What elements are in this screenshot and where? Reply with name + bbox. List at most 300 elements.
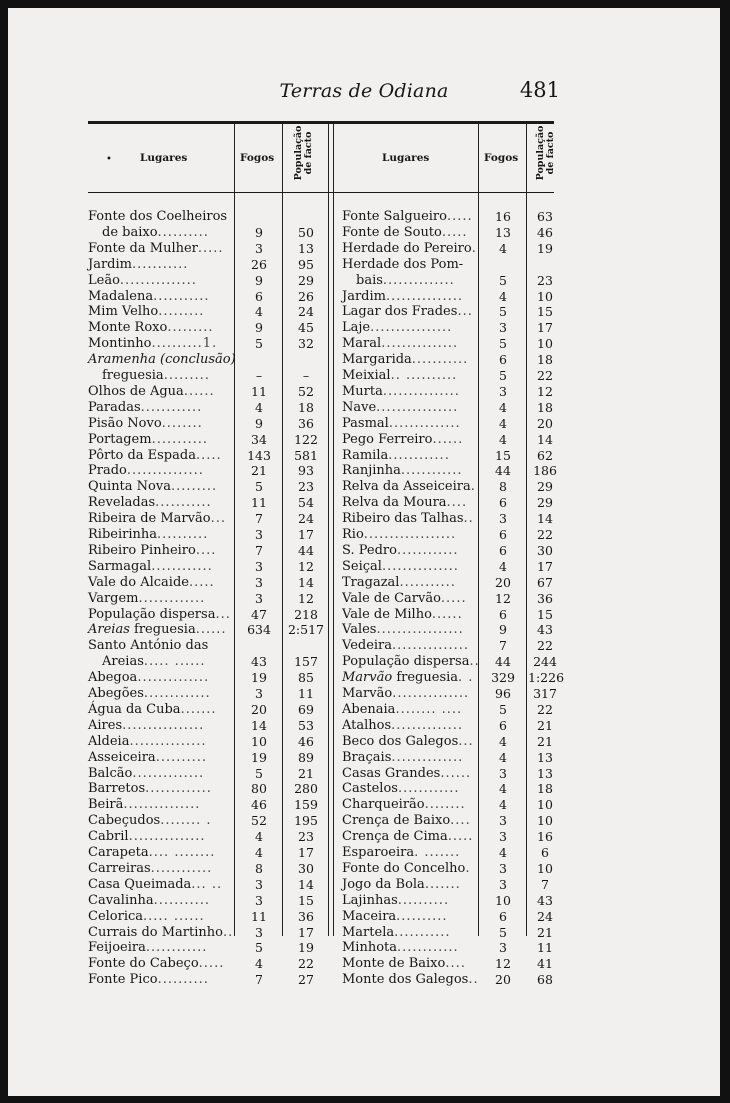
fogos-value: 6 — [499, 527, 507, 542]
populacao-value: 22 — [537, 638, 553, 654]
table-row — [88, 718, 322, 734]
fogos-value: 47 — [251, 606, 267, 622]
fogos-value: 6 — [255, 288, 263, 304]
fogos-value: 43 — [251, 654, 267, 670]
place-name: Pisão Novo........ — [88, 415, 203, 431]
populacao-value: 157 — [294, 654, 318, 670]
place-name: Aldeia............... — [88, 733, 207, 749]
fogos-value: 19 — [251, 670, 267, 686]
fogos-value: 44 — [495, 654, 511, 670]
table-row — [342, 718, 554, 734]
table-row — [342, 940, 554, 956]
fogos-value: 5 — [499, 336, 507, 352]
table-row — [88, 448, 322, 464]
fogos-value: 4 — [255, 399, 263, 415]
populacao-value: 1:226 — [528, 670, 565, 686]
table-row — [88, 750, 322, 766]
table-row — [88, 861, 322, 877]
header-populacao-right: População de facto — [535, 125, 556, 181]
place-name: Água da Cuba....... — [88, 701, 217, 717]
fogos-value: 6 — [499, 717, 507, 733]
table-row — [342, 622, 554, 638]
place-name: Carreiras............ — [88, 860, 213, 876]
fogos-value: 4 — [499, 240, 507, 256]
populacao-value: 10 — [537, 336, 553, 352]
populacao-value: 52 — [298, 383, 314, 399]
populacao-value: 10 — [537, 797, 553, 813]
table-row — [342, 638, 554, 654]
place-name: Reveladas........... — [88, 495, 212, 511]
place-name: Abegoa.............. — [88, 670, 210, 686]
table-row — [88, 766, 322, 782]
place-name: Crença de Baixo.... — [342, 813, 471, 829]
fogos-value: 3 — [255, 558, 263, 574]
fogos-value: 4 — [499, 558, 507, 574]
populacao-value: 13 — [298, 240, 314, 256]
fogos-value: 9 — [255, 415, 263, 431]
populacao-value: 7 — [541, 876, 549, 892]
table-row — [342, 416, 554, 432]
header-fogos-right: Fogos — [484, 152, 519, 164]
populacao-value: 2:517 — [287, 622, 325, 638]
table-row — [88, 829, 322, 845]
populacao-value: 29 — [537, 495, 553, 511]
table-row — [88, 591, 322, 607]
fogos-value: 4 — [255, 845, 263, 860]
place-name: Esparoeira. ....... — [342, 845, 461, 860]
populacao-value: 30 — [298, 860, 314, 876]
populacao-value: 159 — [294, 797, 318, 813]
populacao-value: 16 — [537, 829, 553, 845]
fogos-value: 4 — [499, 733, 507, 749]
bullet-mark: • — [106, 154, 112, 165]
populacao-value: 317 — [533, 686, 557, 701]
place-name: Tragazal........... — [342, 574, 456, 590]
place-name: Montinho..........1. — [88, 336, 218, 352]
fogos-value: 9 — [255, 272, 263, 288]
populacao-value: 69 — [298, 701, 314, 717]
table-row — [88, 972, 322, 988]
table-row — [88, 432, 322, 448]
table-row — [342, 750, 554, 766]
table-row — [88, 638, 322, 654]
populacao-value: 24 — [298, 511, 314, 527]
fogos-value: 6 — [499, 495, 507, 511]
fogos-value: 44 — [495, 463, 511, 479]
place-name: Charqueirão........ — [342, 797, 466, 813]
populacao-value: 14 — [537, 431, 553, 447]
populacao-value: 93 — [298, 463, 314, 479]
table-row — [342, 289, 554, 305]
fogos-value: 12 — [495, 956, 511, 972]
table-row — [342, 241, 554, 257]
place-name: Rio.................. — [342, 527, 457, 542]
table-row — [342, 511, 554, 527]
fogos-value: 12 — [495, 590, 511, 606]
place-name: Maceira.......... — [342, 908, 448, 924]
table-row — [342, 543, 554, 559]
place-name: Monte de Baixo.... — [342, 956, 466, 972]
place-name: Laje................ — [342, 320, 453, 336]
table-row — [88, 559, 322, 575]
fogos-value: 11 — [251, 383, 267, 399]
table-row — [88, 654, 322, 670]
fogos-value: 9 — [499, 622, 507, 638]
populacao-value: 43 — [537, 622, 553, 638]
table-row — [88, 257, 322, 273]
table-row — [342, 591, 554, 607]
fogos-value: 16 — [495, 209, 511, 224]
fogos-value: 21 — [251, 463, 267, 479]
table-row — [88, 702, 322, 718]
table-row — [342, 384, 554, 400]
table-row — [88, 956, 322, 972]
fogos-value: 34 — [251, 431, 267, 447]
fogos-value: 5 — [255, 479, 263, 495]
populacao-value: 18 — [537, 399, 553, 415]
table-row — [88, 781, 322, 797]
populacao-value: 24 — [537, 908, 553, 924]
table-row — [88, 543, 322, 559]
place-name: Sarmagal............ — [88, 558, 213, 574]
table-row — [88, 940, 322, 956]
populacao-value: 36 — [537, 590, 553, 606]
fogos-value: 5 — [499, 701, 507, 717]
table-row — [88, 273, 322, 289]
fogos-value: 3 — [255, 590, 263, 606]
place-name: Vedeira............... — [342, 638, 470, 654]
populacao-value: 15 — [298, 892, 314, 908]
table-row — [88, 925, 322, 941]
table-row — [342, 527, 554, 543]
place-name: Balcão.............. — [88, 765, 205, 781]
table-row — [88, 416, 322, 432]
table-row — [88, 686, 322, 702]
fogos-value: 3 — [499, 813, 507, 829]
populacao-value: 18 — [537, 352, 553, 368]
place-name: Feijoeira............ — [88, 940, 208, 956]
populacao-value: 19 — [537, 240, 553, 256]
populacao-value: 23 — [298, 829, 314, 845]
fogos-value: 4 — [499, 797, 507, 813]
place-name: Minhota............ — [342, 940, 459, 956]
table-row — [88, 209, 322, 225]
place-name: Fonte Salgueiro..... — [342, 209, 473, 224]
place-name: Braçais.............. — [342, 749, 464, 765]
place-name: de baixo.......... — [102, 224, 209, 240]
fogos-value: 634 — [247, 622, 271, 638]
place-name: Mim Velho......... — [88, 304, 205, 320]
table-row — [88, 289, 322, 305]
populacao-value: 15 — [537, 606, 553, 622]
table-row — [342, 972, 554, 988]
populacao-value: 14 — [298, 574, 314, 590]
populacao-value: 22 — [537, 368, 553, 383]
table-row — [88, 336, 322, 352]
table-row — [88, 320, 322, 336]
place-name: Vale de Milho...... — [342, 606, 463, 622]
populacao-value: 32 — [298, 336, 314, 352]
table-row — [342, 781, 554, 797]
populacao-value: 15 — [537, 304, 553, 320]
table-row — [342, 304, 554, 320]
place-name: Herdade do Pereiro. — [342, 240, 477, 256]
table-row — [88, 607, 322, 623]
fogos-value: 3 — [255, 876, 263, 892]
table-row — [88, 575, 322, 591]
fogos-value: 8 — [499, 479, 507, 495]
place-name: Beirã............... — [88, 797, 201, 813]
table-row — [342, 845, 554, 861]
place-name: Fonte do Cabeço..... — [88, 956, 225, 972]
table-row — [88, 225, 322, 241]
fogos-value: 3 — [499, 876, 507, 892]
fogos-value: 5 — [255, 765, 263, 781]
table-row — [342, 813, 554, 829]
table-row — [342, 575, 554, 591]
fogos-value: 19 — [251, 749, 267, 765]
populacao-value: 12 — [537, 383, 553, 399]
populacao-value: 50 — [298, 224, 314, 240]
place-name: Marvão freguesia. . — [342, 670, 474, 686]
fogos-value: 4 — [499, 415, 507, 431]
populacao-value: 45 — [298, 320, 314, 336]
table-row — [88, 304, 322, 320]
table-row — [342, 273, 554, 289]
place-name: Lajinhas.......... — [342, 892, 450, 908]
fogos-value: 5 — [255, 940, 263, 956]
place-name: S. Pedro............ — [342, 542, 459, 558]
table-row — [342, 686, 557, 702]
populacao-value: 68 — [537, 972, 553, 988]
place-name: Fonte da Mulher..... — [88, 240, 224, 256]
table-row — [342, 400, 554, 416]
table-row — [88, 352, 322, 368]
place-name: Cabril............... — [88, 829, 206, 845]
populacao-value: 95 — [298, 256, 314, 272]
place-name: Prado............... — [88, 463, 204, 479]
table-row — [342, 670, 565, 686]
populacao-value: 20 — [537, 415, 553, 431]
populacao-value: 26 — [298, 288, 314, 304]
populacao-value: 29 — [537, 479, 553, 495]
place-name: Vale de Carvão..... — [342, 590, 467, 606]
place-name: Portagem........... — [88, 431, 209, 447]
table-row — [342, 368, 554, 384]
fogos-value: 20 — [495, 972, 511, 988]
place-name: Herdade dos Pom- — [342, 256, 464, 272]
place-name: Santo António das — [88, 638, 209, 654]
place-name: Nave................ — [342, 399, 459, 415]
place-name: Leão............... — [88, 272, 197, 288]
table-row — [88, 384, 322, 400]
header-lugares-left: Lugares — [140, 152, 188, 164]
populacao-value: 17 — [298, 527, 314, 542]
table-row — [342, 654, 557, 670]
fogos-value: 5 — [255, 336, 263, 352]
fogos-value: 3 — [499, 320, 507, 336]
table-row — [342, 909, 554, 925]
populacao-value: 23 — [298, 479, 314, 495]
fogos-value: 46 — [251, 797, 267, 813]
fogos-value: 10 — [251, 733, 267, 749]
place-name: Relva da Asseiceira. — [342, 479, 476, 495]
table-row — [88, 909, 322, 925]
fogos-value: 80 — [251, 781, 267, 797]
fogos-value: 5 — [499, 272, 507, 288]
fogos-value: 15 — [495, 447, 511, 463]
table-row — [88, 479, 322, 495]
populacao-value: 21 — [298, 765, 314, 781]
populacao-value: 29 — [298, 272, 314, 288]
place-name: Margarida........... — [342, 352, 469, 368]
populacao-value: 41 — [537, 956, 553, 972]
fogos-value: 26 — [251, 256, 267, 272]
populacao-value: 21 — [537, 733, 553, 749]
table-row — [88, 241, 322, 257]
table-row — [88, 893, 322, 909]
place-name: Meixial.. .......... — [342, 368, 458, 383]
place-name: Areias freguesia...... — [88, 622, 227, 638]
populacao-value: 218 — [294, 606, 318, 622]
table-row — [342, 861, 554, 877]
populacao-value: 17 — [537, 558, 553, 574]
fogos-value: 11 — [251, 495, 267, 511]
fogos-value: 7 — [255, 511, 263, 527]
populacao-value: 22 — [537, 527, 553, 542]
populacao-value: 27 — [298, 972, 314, 988]
table-row — [342, 479, 554, 495]
populacao-value: 195 — [294, 813, 318, 829]
populacao-value: 6 — [541, 845, 549, 860]
table-row — [342, 702, 554, 718]
fogos-value: 96 — [495, 686, 511, 701]
populacao-value: 44 — [298, 542, 314, 558]
populacao-value: 10 — [537, 860, 553, 876]
populacao-value: 43 — [537, 892, 553, 908]
table-top-rule — [88, 121, 554, 124]
fogos-value: 329 — [491, 670, 515, 686]
fogos-value: 4 — [499, 781, 507, 797]
fogos-value: 9 — [255, 320, 263, 336]
populacao-value: 17 — [298, 845, 314, 860]
place-name: Aires................ — [88, 717, 205, 733]
table-row — [88, 734, 322, 750]
fogos-value: 3 — [255, 686, 263, 701]
populacao-value: 10 — [537, 288, 553, 304]
table-row — [88, 813, 322, 829]
place-name: Casa Queimada... .. — [88, 876, 223, 892]
populacao-value: 36 — [298, 415, 314, 431]
table-row — [88, 797, 322, 813]
populacao-value: 10 — [537, 813, 553, 829]
fogos-value: 3 — [499, 940, 507, 956]
place-name: Relva da Moura.... — [342, 495, 468, 511]
fogos-value: 20 — [495, 574, 511, 590]
place-name: freguesia......... — [102, 368, 210, 383]
populacao-value: 62 — [537, 447, 553, 463]
place-name: Fonte Pico.......... — [88, 972, 209, 988]
place-name: Ribeira de Marvão... — [88, 511, 226, 527]
table-row — [88, 495, 322, 511]
place-name: Marvão............... — [342, 686, 470, 701]
populacao-value: 22 — [537, 701, 553, 717]
fogos-value: 6 — [499, 908, 507, 924]
populacao-value: 13 — [537, 749, 553, 765]
place-name: Monte Roxo......... — [88, 320, 214, 336]
place-name: Beco dos Galegos... — [342, 733, 474, 749]
table-row — [342, 495, 554, 511]
fogos-value: 4 — [499, 288, 507, 304]
table-row — [342, 893, 554, 909]
table-row — [342, 607, 554, 623]
place-name: Seiçal............... — [342, 558, 459, 574]
table-row — [88, 527, 322, 543]
populacao-value: 13 — [537, 765, 553, 781]
table-row — [342, 257, 554, 273]
place-name: Cabeçudos........ . — [88, 813, 212, 829]
fogos-value: 3 — [255, 240, 263, 256]
fogos-value: 3 — [499, 829, 507, 845]
center-double-divider — [328, 124, 334, 936]
populacao-value: 18 — [537, 781, 553, 797]
fogos-value: 3 — [499, 383, 507, 399]
fogos-value: 3 — [499, 765, 507, 781]
fogos-value: 4 — [499, 845, 507, 860]
place-name: Jardim............... — [342, 288, 463, 304]
fogos-value: 5 — [499, 304, 507, 320]
fogos-value: 4 — [255, 829, 263, 845]
place-name: Jogo da Bola....... — [342, 876, 461, 892]
place-name: Carapeta.... ........ — [88, 845, 216, 860]
populacao-value: 17 — [298, 924, 314, 940]
populacao-value: 280 — [294, 781, 318, 797]
table-row — [342, 352, 554, 368]
place-name: Murta............... — [342, 383, 460, 399]
place-name: bais.............. — [356, 272, 455, 288]
header-populacao-left: População de facto — [293, 125, 314, 181]
place-name: População dispersa.. — [342, 654, 480, 670]
fogos-value: 20 — [251, 701, 267, 717]
fogos-value: 3 — [255, 924, 263, 940]
table-row — [342, 877, 554, 893]
header-fogos-left: Fogos — [240, 152, 275, 164]
populacao-value: 53 — [298, 717, 314, 733]
place-name: Quinta Nova......... — [88, 479, 218, 495]
fogos-value: 4 — [499, 431, 507, 447]
table-row — [342, 829, 554, 845]
table-row — [342, 336, 554, 352]
populacao-value: 36 — [298, 908, 314, 924]
populacao-value: 186 — [533, 463, 557, 479]
fogos-value: 4 — [499, 399, 507, 415]
fogos-value: 4 — [499, 749, 507, 765]
table-row — [342, 209, 554, 225]
fogos-value: 10 — [495, 892, 511, 908]
table-row — [88, 670, 322, 686]
populacao-value: 24 — [298, 304, 314, 320]
place-name: Monte dos Galegos.. — [342, 972, 479, 988]
fogos-value: 4 — [255, 304, 263, 320]
populacao-value: 11 — [537, 940, 553, 956]
fogos-value: 143 — [247, 447, 271, 463]
place-name: Lagar dos Frades... — [342, 304, 473, 320]
header-lugares-right: Lugares — [382, 152, 430, 164]
fogos-value: 52 — [251, 813, 267, 829]
place-name: Olhos de Agua...... — [88, 383, 215, 399]
place-name: Areias..... ...... — [102, 654, 206, 670]
place-name: Pasmal.............. — [342, 415, 461, 431]
